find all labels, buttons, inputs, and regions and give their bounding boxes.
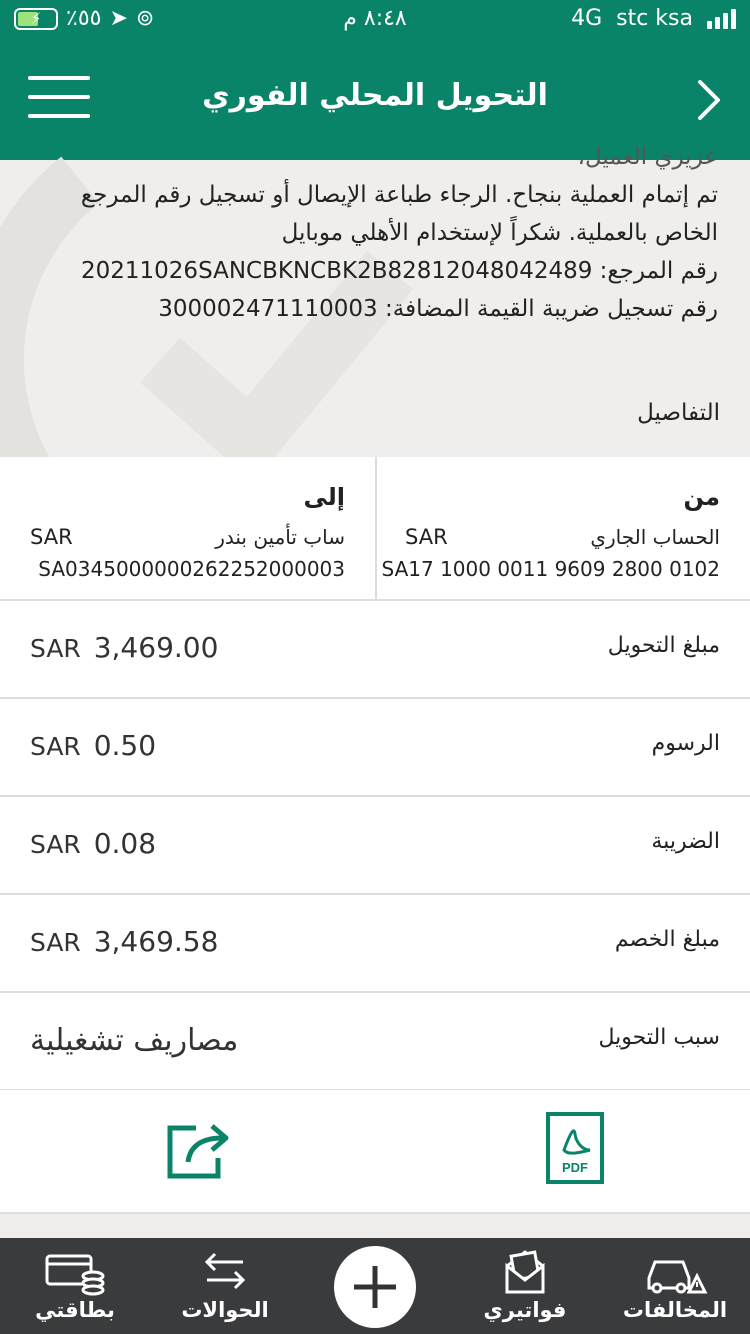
- to-account-name: ساب تأمين بندر: [215, 525, 345, 549]
- vat-label: رقم تسجيل ضريبة القيمة المضافة:: [385, 296, 718, 322]
- vat-line: [28, 290, 718, 328]
- battery-icon: ⚡: [14, 8, 58, 30]
- debit-number: 3,469.58: [93, 925, 219, 958]
- new-transaction-button[interactable]: [334, 1246, 416, 1328]
- fees-row: [0, 699, 750, 797]
- to-currency: SAR: [30, 525, 73, 549]
- debit-currency: SAR: [30, 928, 81, 957]
- from-account-name: الحساب الجاري: [590, 525, 720, 549]
- success-line-1: تم إتمام العملية بنجاح. الرجاء طباعة الإيصال أو تسجيل رقم المرجع: [80, 182, 718, 208]
- debit-row: [0, 895, 750, 993]
- plus-icon: [334, 1246, 416, 1328]
- nav-violations-label: المخالفات: [622, 1298, 728, 1322]
- nav-transfers[interactable]: [160, 1238, 290, 1334]
- amount-number: 3,469.00: [93, 631, 219, 664]
- accounts-section: [0, 457, 750, 601]
- from-account: [375, 457, 750, 599]
- success-line-2: الخاص بالعملية. شكراً لإستخدام الأهلي موبايل: [281, 220, 718, 246]
- menu-icon[interactable]: [28, 76, 90, 122]
- battery-percent: ٪٥٥: [66, 6, 102, 31]
- bottom-nav: [0, 1238, 750, 1334]
- confirmation-message-area: [0, 144, 750, 457]
- reference-line: [28, 252, 718, 290]
- status-time: ٨:٤٨ م: [343, 6, 407, 31]
- separator-strip: [0, 1214, 750, 1238]
- reason-label: سبب التحويل: [598, 1025, 720, 1050]
- nav-violations[interactable]: [610, 1238, 740, 1334]
- debit-value: [30, 925, 218, 958]
- amount-value: [30, 631, 218, 664]
- tax-label: الضريبة: [651, 829, 720, 854]
- reason-row: [0, 993, 750, 1091]
- reference-label: رقم المرجع:: [599, 258, 718, 284]
- nav-transfers-label: الحوالات: [181, 1298, 269, 1322]
- car-warning-icon: [643, 1246, 707, 1296]
- actions-bar: [0, 1090, 750, 1214]
- nav-cards-label: بطاقتي: [35, 1298, 115, 1322]
- fees-currency: SAR: [30, 732, 81, 761]
- status-right: [571, 6, 736, 31]
- share-icon[interactable]: [166, 1118, 234, 1180]
- from-currency: SAR: [405, 525, 448, 549]
- fees-value: [30, 729, 156, 762]
- tax-currency: SAR: [30, 830, 81, 859]
- to-iban: SA0345000000262252000003: [38, 557, 345, 581]
- confirmation-text: [28, 144, 718, 328]
- rotation-lock-icon: ⊚: [135, 6, 155, 31]
- tax-row: [0, 797, 750, 895]
- details-heading: التفاصيل: [637, 400, 720, 426]
- account-divider: [375, 457, 377, 599]
- pdf-download-icon[interactable]: [546, 1112, 604, 1184]
- reason-value: مصاريف تشغيلية: [30, 1023, 239, 1058]
- vat-value: 300002471110003: [158, 296, 378, 322]
- from-heading: من: [683, 483, 720, 511]
- nav-bills-label: فواتيري: [483, 1298, 567, 1322]
- fees-label: الرسوم: [651, 731, 720, 756]
- from-iban: SA17 1000 0011 9609 2800 0102: [381, 557, 720, 581]
- reference-value: 20211026SANCBKNCBK2B82812048042489: [81, 258, 593, 284]
- transfer-arrows-icon: [193, 1246, 257, 1296]
- tax-value: [30, 827, 156, 860]
- pdf-label: PDF: [562, 1160, 588, 1175]
- page-title: التحويل المحلي الفوري: [202, 78, 548, 113]
- card-coins-icon: [43, 1246, 107, 1296]
- greeting: عزيزي العميل،: [577, 144, 718, 170]
- bills-envelope-icon: [493, 1246, 557, 1296]
- signal-icon: [707, 9, 736, 29]
- tax-number: 0.08: [93, 827, 157, 860]
- nav-cards[interactable]: [10, 1238, 140, 1334]
- to-account: [0, 457, 375, 599]
- network-type: 4G: [571, 6, 603, 31]
- status-bar: [0, 0, 750, 40]
- amount-label: مبلغ التحويل: [607, 633, 720, 658]
- amount-currency: SAR: [30, 634, 81, 663]
- fees-number: 0.50: [93, 729, 157, 762]
- to-heading: إلى: [303, 483, 345, 511]
- carrier-name: stc ksa: [616, 6, 693, 31]
- location-icon: ➤: [109, 6, 128, 31]
- amount-row: [0, 601, 750, 699]
- back-chevron-icon[interactable]: [694, 78, 724, 122]
- nav-bills[interactable]: [460, 1238, 590, 1334]
- debit-label: مبلغ الخصم: [614, 927, 720, 952]
